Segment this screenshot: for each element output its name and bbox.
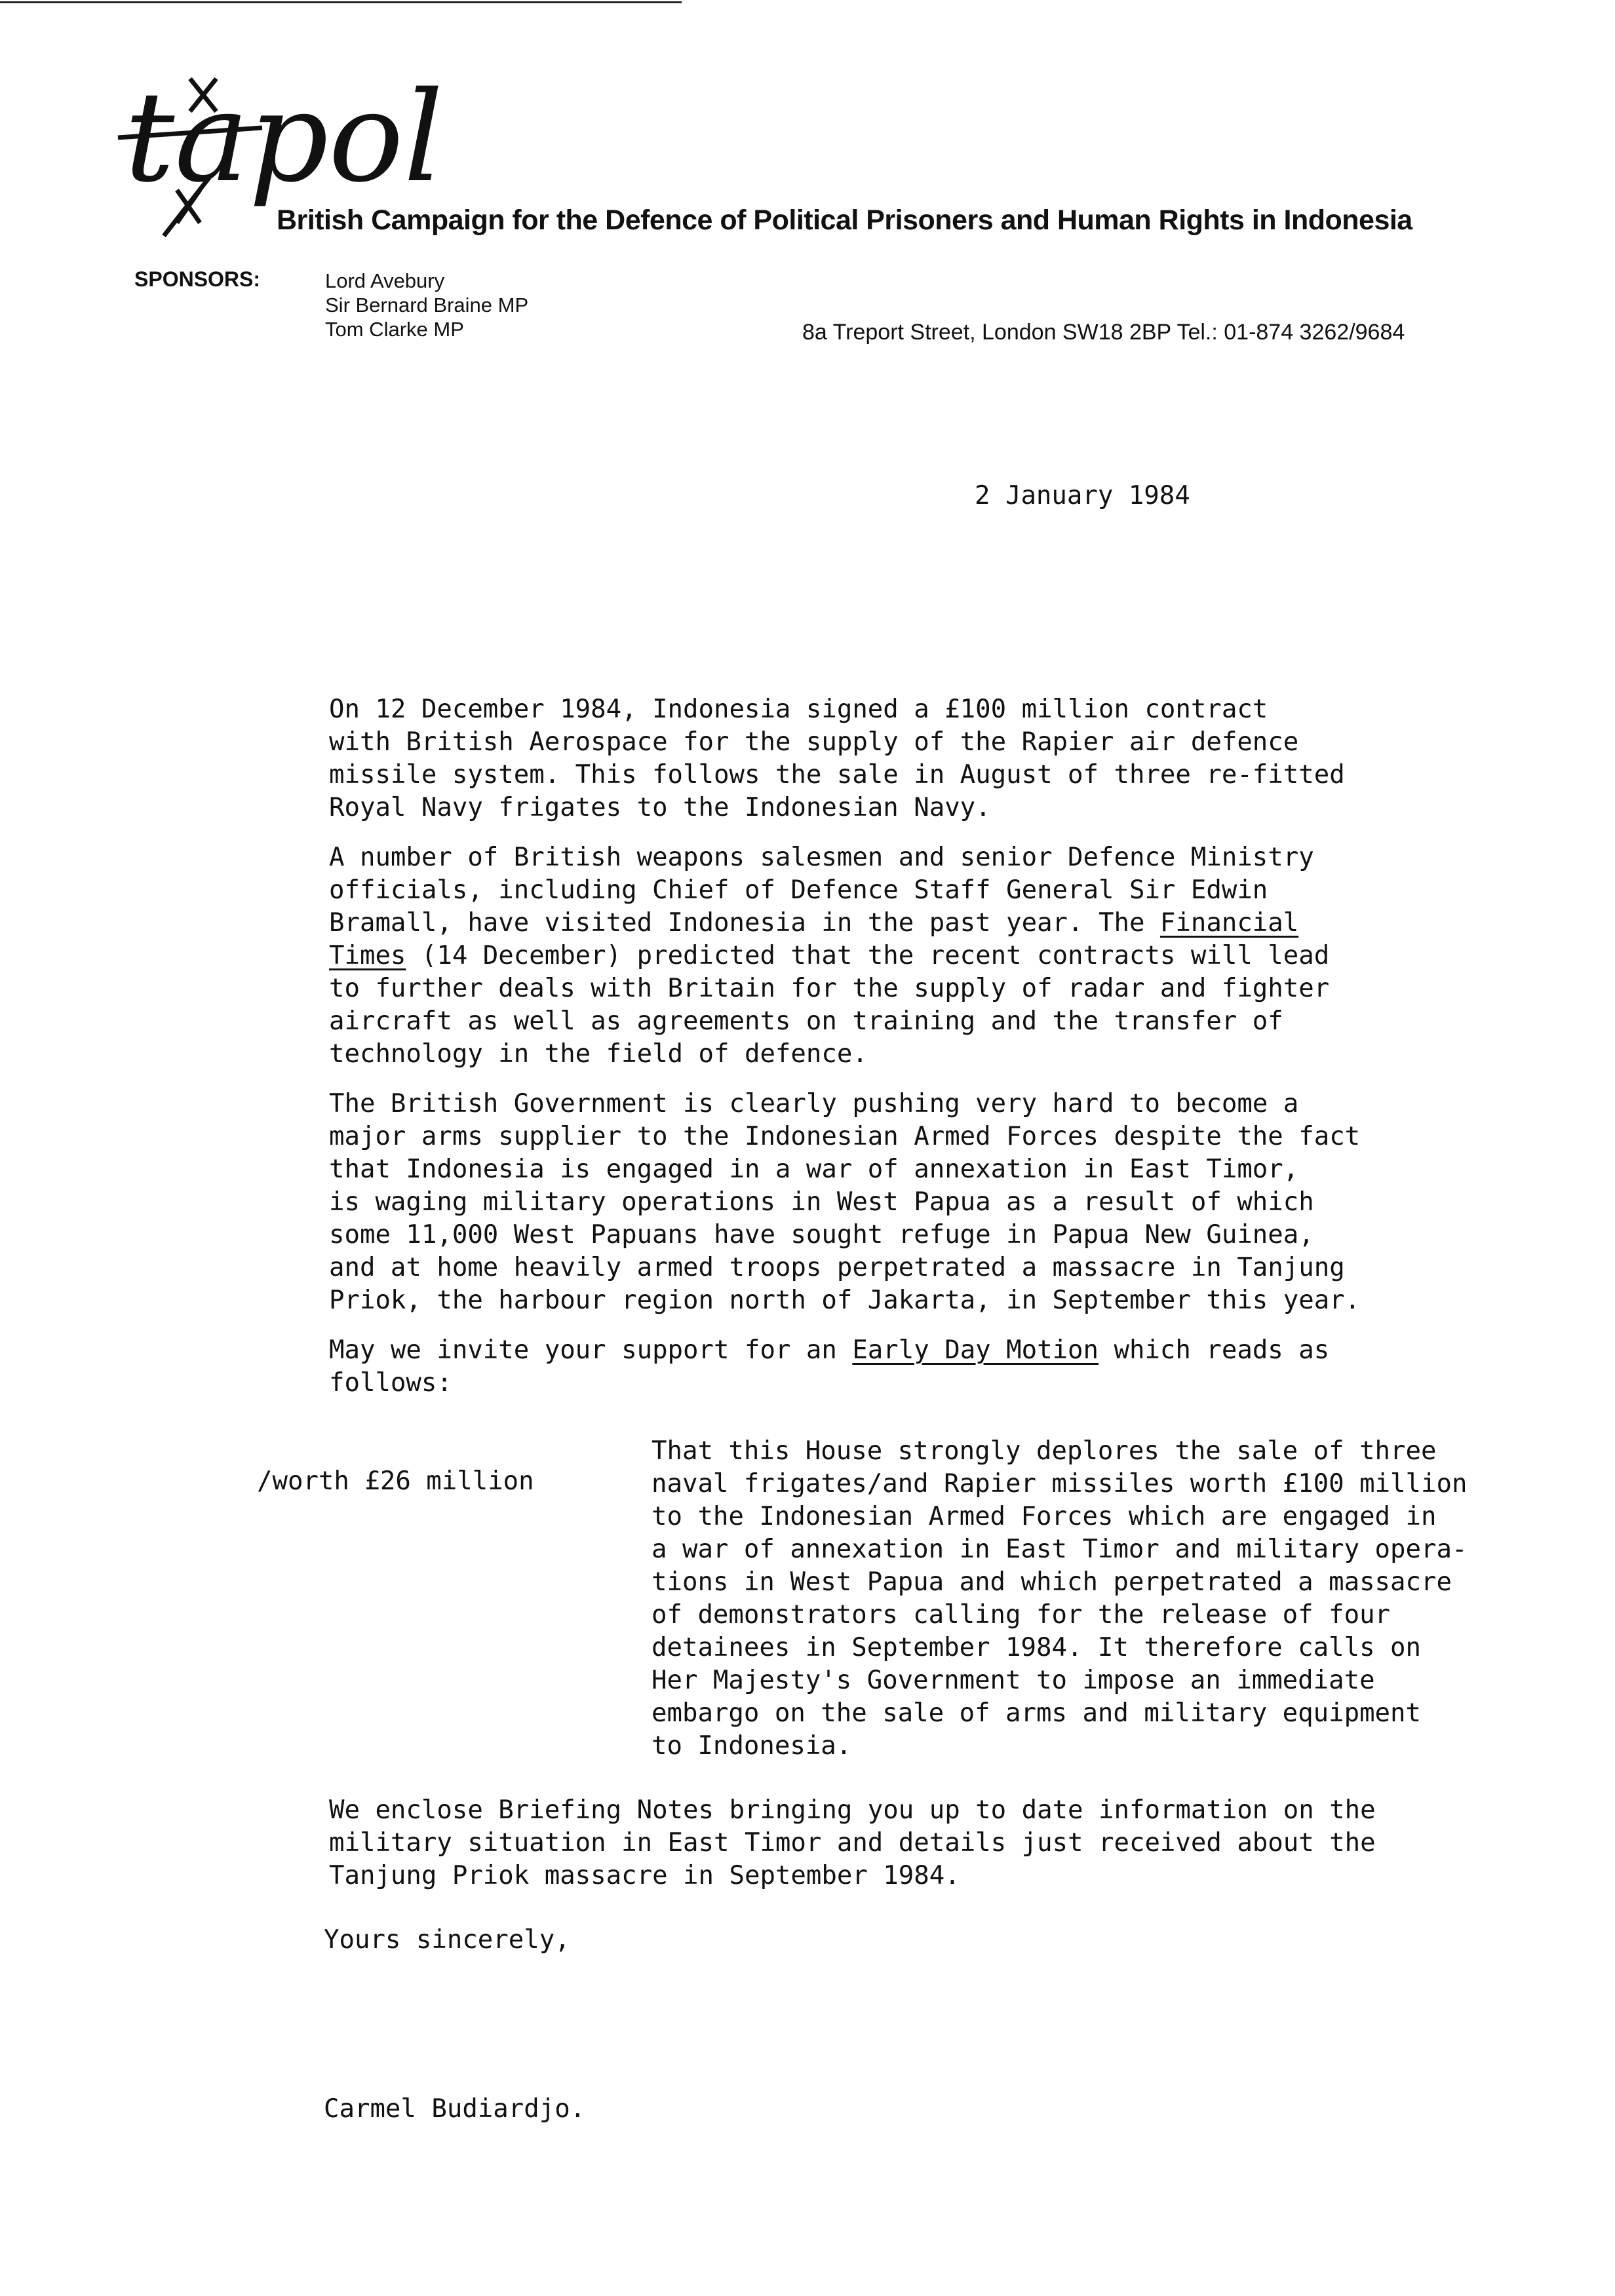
text-line: to further deals with Britain for the supply of radar and fighter — [329, 974, 1330, 1003]
motion-text — [652, 1435, 1467, 1763]
text-line: major arms supplier to the Indonesian Armed Forces despite the fact — [329, 1122, 1361, 1151]
text-line: That this House strongly deplores the sale of three — [652, 1436, 1437, 1466]
newspaper-title: Financial — [1159, 908, 1299, 938]
text-line: some 11,000 West Papuans have sought refuge in Papua New Guinea, — [329, 1220, 1314, 1250]
text-line: technology in the field of defence. — [329, 1039, 868, 1069]
text-line: to the Indonesian Armed Forces which are engaged in — [652, 1502, 1437, 1531]
text-line: tions in West Papua and which perpetrated a massacre — [652, 1567, 1452, 1597]
sponsor-list — [325, 269, 528, 341]
text-line: embargo on the sale of arms and military equipment — [652, 1698, 1421, 1728]
newspaper-title: Times — [329, 941, 406, 970]
paragraph-5 — [329, 1794, 1376, 1892]
text-line: Royal Navy frigates to the Indonesian Navy. — [329, 793, 991, 822]
text-line: is waging military operations in West Papua as a result of which — [329, 1187, 1314, 1217]
text-line: to Indonesia. — [652, 1731, 852, 1761]
paragraph-4 — [329, 1334, 1329, 1400]
text-line: Tanjung Priok massacre in September 1984. — [329, 1861, 960, 1890]
text-line: military situation in East Timor and details just received about the — [329, 1828, 1376, 1858]
text-line: naval frigates/and Rapier missiles worth £100 million — [652, 1469, 1468, 1499]
text-line: Her Majesty's Government to impose an immediate — [652, 1666, 1375, 1695]
text-line — [329, 940, 1329, 972]
text-run: May we invite your support for an — [329, 1335, 853, 1365]
sponsors-label: SPONSORS: — [134, 267, 261, 291]
text-line — [329, 907, 1329, 940]
logo-wordmark: tapol — [125, 65, 444, 210]
text-line: The British Government is clearly pushing very hard to become a — [329, 1089, 1299, 1119]
text-line: with British Aerospace for the supply of the Rapier air defence — [329, 727, 1299, 757]
sponsor-name: Tom Clarke MP — [325, 318, 464, 341]
early-day-motion-term: Early Day Motion — [852, 1335, 1099, 1365]
text-line: A number of British weapons salesmen and senior Defence Ministry — [329, 843, 1314, 872]
org-title: British Campaign for the Defence of Political Prisoners and Human Rights in Indonesia — [277, 204, 1412, 236]
text-line: Priok, the harbour region north of Jakarta, in September this year. — [329, 1286, 1361, 1315]
text-line: missile system. This follows the sale in August of three re-fitted — [329, 760, 1345, 790]
signature-name: Carmel Budiardjo. — [324, 2094, 586, 2124]
sponsor-name: Sir Bernard Braine MP — [325, 294, 529, 316]
text-line: aircraft as well as agreements on training and the transfer of — [329, 1006, 1283, 1036]
top-edge-rule — [0, 1, 682, 3]
text-line: and at home heavily armed troops perpetrated a massacre in Tanjung — [329, 1253, 1345, 1282]
letter-date: 2 January 1984 — [975, 481, 1190, 510]
address-line: 8a Treport Street, London SW18 2BP Tel.: 01-874 3262/9684 — [802, 320, 1405, 345]
text-line: that Indonesia is engaged in a war of annexation in East Timor, — [329, 1155, 1299, 1184]
text-line: a war of annexation in East Timor and military opera- — [652, 1535, 1468, 1564]
text-line: detainees in September 1984. It therefore calls on — [652, 1633, 1421, 1662]
text-line: officials, including Chief of Defence Staff General Sir Edwin — [329, 875, 1268, 905]
paragraph-2 — [329, 841, 1329, 1071]
closing-salutation: Yours sincerely, — [324, 1925, 570, 1955]
text-line — [329, 1334, 1329, 1367]
text-line: of demonstrators calling for the release of four — [652, 1600, 1391, 1630]
margin-annotation: /worth £26 million — [257, 1466, 534, 1496]
text-line: follows: — [329, 1368, 452, 1398]
text-line: On 12 December 1984, Indonesia signed a £100 million contract — [329, 695, 1268, 724]
paragraph-3 — [329, 1088, 1360, 1317]
text-line: We enclose Briefing Notes bringing you up to date information on the — [329, 1795, 1376, 1825]
text-run: which reads as — [1099, 1335, 1330, 1365]
sponsor-name: Lord Avebury — [325, 269, 445, 292]
text-run: (14 December) predicted that the recent contracts will lead — [406, 941, 1330, 970]
text-run: Bramall, have visited Indonesia in the past year. The — [329, 908, 1160, 938]
paragraph-1 — [329, 693, 1345, 824]
